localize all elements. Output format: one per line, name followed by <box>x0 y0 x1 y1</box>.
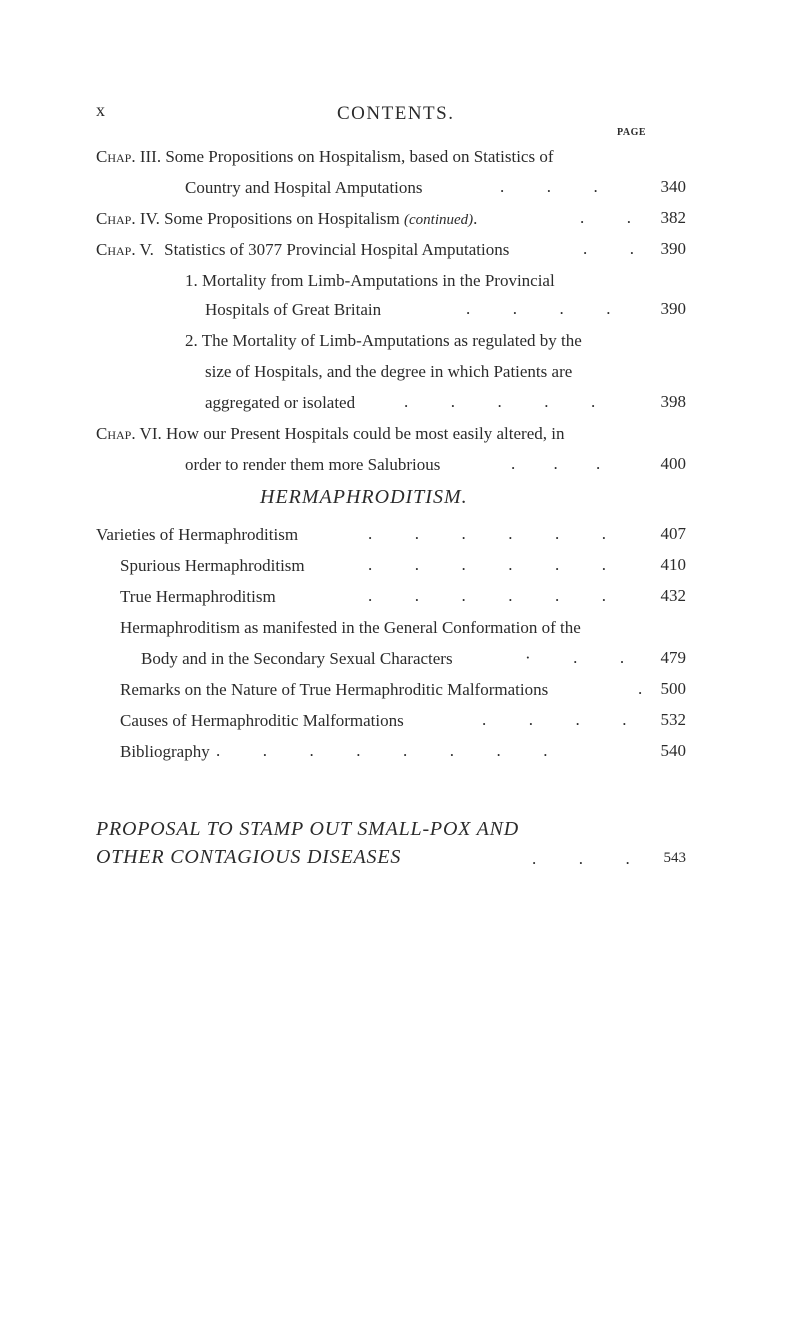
entry-title: Some Propositions on Hospitalism, based on Statistics of <box>165 147 554 166</box>
entry-title: The Mortality of Limb-Amputations as regulated by the <box>201 331 582 350</box>
toc-entry-chap-4: Chap. IV. Some Propositions on Hospitalism (continued). <box>96 209 478 228</box>
page-folio: x <box>96 100 105 120</box>
section-title: HERMAPHRODITISM. <box>260 486 468 508</box>
toc-subentry-2-line3: aggregated or isolated <box>205 393 356 412</box>
toc-subentry-2-line2: size of Hospitals, and the degree in which Patients are <box>205 362 573 381</box>
page-number: 432 <box>660 586 686 605</box>
leader-dots: . . . . . <box>404 392 596 411</box>
leader-dots: . . . . . . <box>368 586 606 605</box>
toc-entry-causes: Causes of Hermaphroditic Malformations <box>120 711 404 730</box>
entry-title-italic: (continued) <box>404 212 474 228</box>
chapter-label: Chap. V. <box>96 240 154 259</box>
page-number: 400 <box>660 454 686 473</box>
leader-dots: . . . <box>500 177 598 196</box>
toc-entry-remarks: Remarks on the Nature of True Hermaphroditic Malformations <box>120 680 549 699</box>
proposal-title-line1: PROPOSAL TO STAMP OUT SMALL-POX AND <box>96 818 520 840</box>
toc-entry-chap-6-line1 <box>96 423 564 445</box>
chapter-label: Chap. VI. <box>96 424 162 443</box>
toc-entry-chap-5 <box>96 239 509 261</box>
toc-entry-chap-6-line2: order to render them more Salubrious <box>185 455 441 474</box>
page-number: 340 <box>660 177 686 196</box>
toc-entry-general-conformation-line1: Hermaphroditism as manifested in the General Conformation of the <box>120 618 581 637</box>
leader-dots: . . . <box>532 849 630 868</box>
toc-subentry-1-line2: Hospitals of Great Britain <box>205 300 382 319</box>
toc-entry-varieties: Varieties of Hermaphroditism <box>96 525 299 544</box>
page-number: 407 <box>660 524 686 543</box>
page-column-label: PAGE <box>617 127 647 138</box>
page-number: 479 <box>660 648 686 667</box>
leader-dots: . . . . <box>482 710 627 729</box>
leader-dots: . . . . . . . . <box>216 741 548 760</box>
toc-entry-spurious: Spurious Hermaphroditism <box>120 556 305 575</box>
leader-dots: . . <box>583 239 634 258</box>
toc-entry-chap-3-line2: Country and Hospital Amputations <box>185 178 423 197</box>
proposal-title-line2: OTHER CONTAGIOUS DISEASES <box>96 846 402 868</box>
running-head: CONTENTS. <box>337 103 455 124</box>
entry-title: Mortality from Limb-Amputations in the Provincial <box>202 271 555 290</box>
entry-title: Some Propositions on Hospitalism <box>164 209 400 228</box>
page-number: 390 <box>660 299 686 318</box>
leader-dots: . . . . . . <box>368 524 606 543</box>
toc-entry-chap-3-line1 <box>96 146 554 168</box>
page-number: 410 <box>660 555 686 574</box>
page-number: 540 <box>660 741 686 760</box>
entry-title: Statistics of 3077 Provincial Hospital Amputations <box>164 240 510 259</box>
subentry-number: 1. <box>185 271 198 290</box>
leader-dots: · . . <box>525 648 625 667</box>
subentry-number: 2. <box>185 331 198 350</box>
leader-dots: . <box>638 679 643 698</box>
page-number: 500 <box>660 679 686 698</box>
entry-title: How our Present Hospitals could be most easily altered, in <box>165 424 565 443</box>
toc-subentry-2-line1 <box>185 330 582 352</box>
page-number: 382 <box>660 208 686 227</box>
leader-dots: . . <box>580 208 631 227</box>
page-number: 390 <box>660 239 686 258</box>
leader-dots: . . . . <box>466 299 611 318</box>
chapter-label: Chap. IV. <box>96 209 160 228</box>
toc-subentry-1-line1 <box>185 270 555 292</box>
toc-entry-bibliography: Bibliography <box>120 742 210 761</box>
leader-dots: . . . <box>511 454 601 473</box>
leader-dots: . . . . . . <box>368 555 606 574</box>
page-number: 532 <box>660 710 686 729</box>
toc-entry-general-conformation-line2: Body and in the Secondary Sexual Characters <box>141 649 453 668</box>
toc-entry-true: True Hermaphroditism <box>120 587 276 606</box>
page-number: 543 <box>663 850 686 866</box>
page-number: 398 <box>660 392 686 411</box>
chapter-label: Chap. III. <box>96 147 162 166</box>
